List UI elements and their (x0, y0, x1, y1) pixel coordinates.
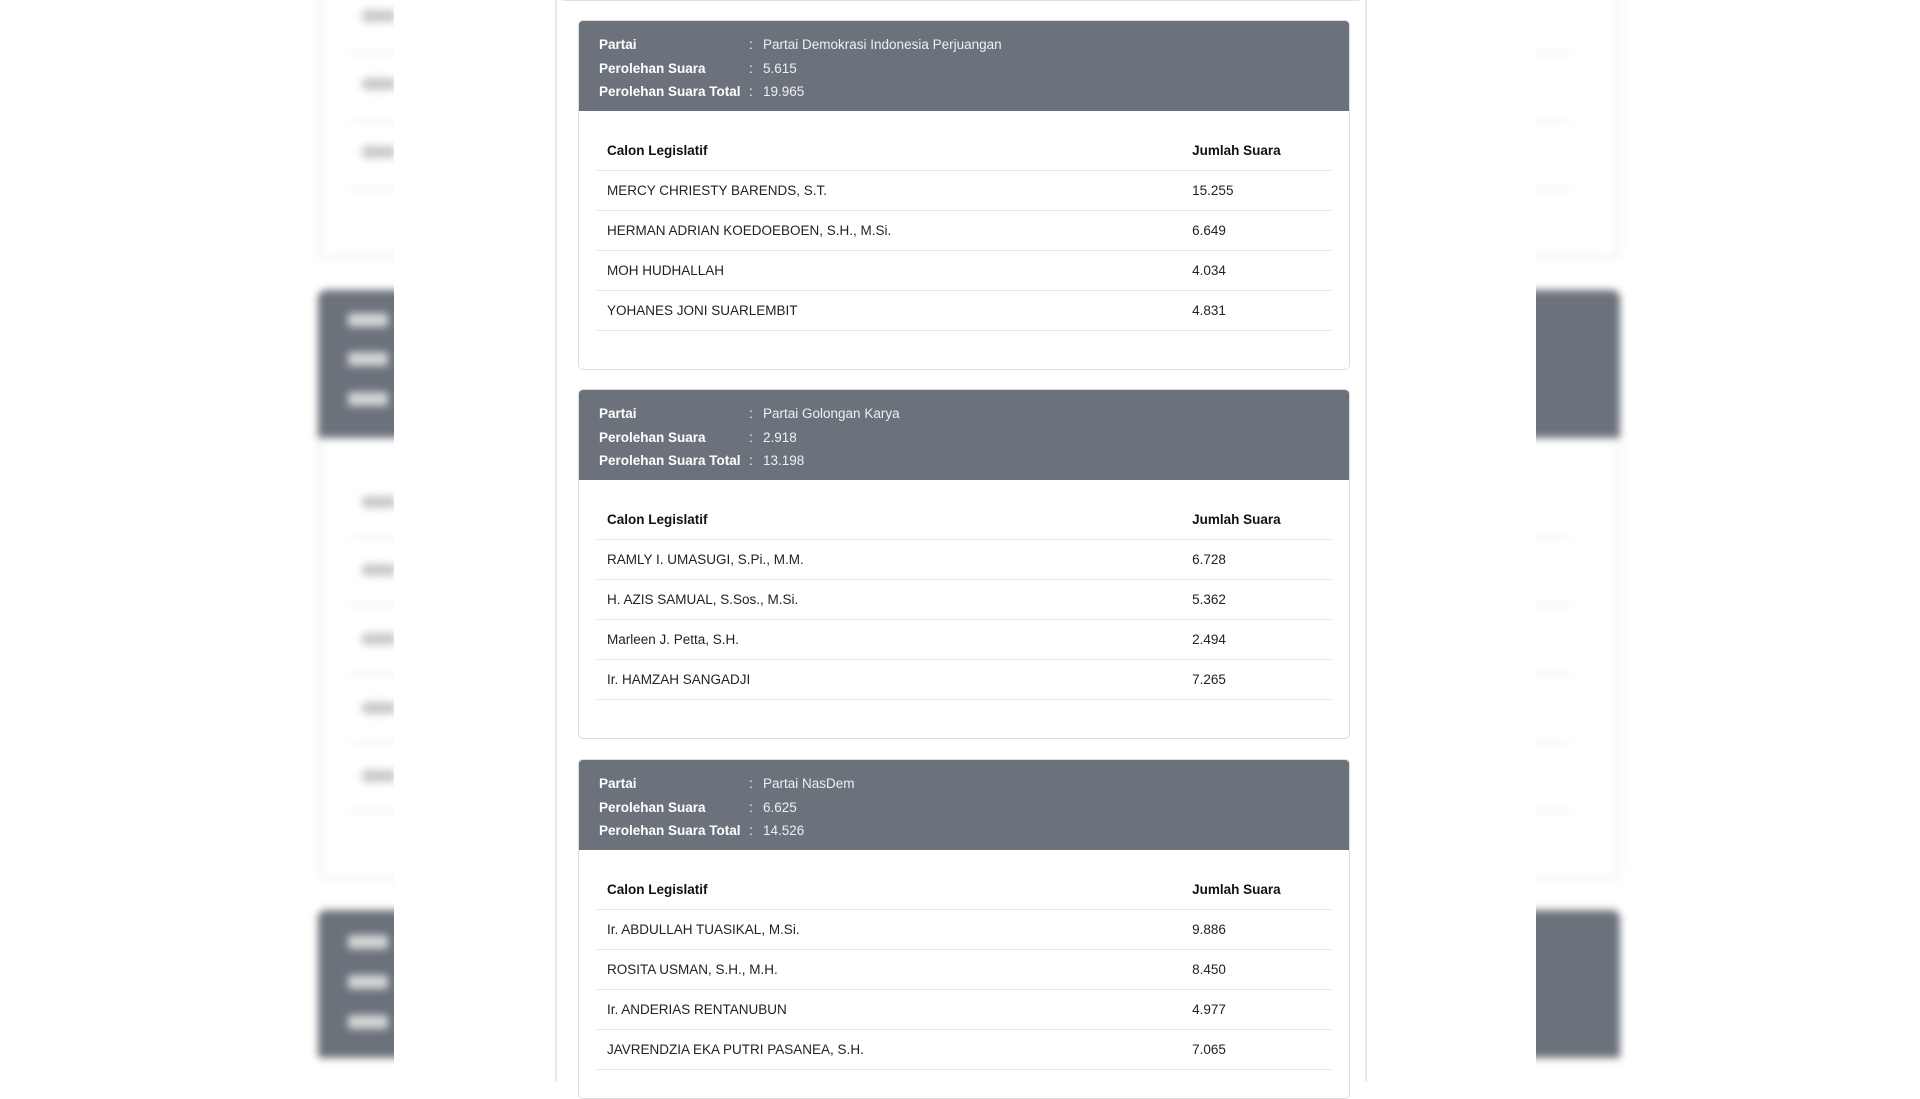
colon: : (749, 453, 753, 469)
party-votes: 2.918 (763, 429, 797, 445)
votes-row (599, 426, 1349, 450)
votes-total-row (599, 819, 1349, 843)
candidate-table (597, 500, 1331, 700)
table-row (597, 211, 1331, 251)
table-header-row (597, 500, 1331, 540)
party-header (579, 390, 1349, 480)
candidate-name: Ir. ABDULLAH TUASIKAL, M.Si. (607, 922, 800, 937)
party-votes-total: 13.198 (763, 453, 805, 469)
candidate-votes: 7.265 (1192, 672, 1226, 687)
candidate-votes: 15.255 (1192, 183, 1234, 198)
bg-text-blur (362, 633, 396, 645)
candidate-votes: 6.728 (1192, 552, 1226, 567)
table-row (597, 950, 1331, 990)
candidate-name: MERCY CHRIESTY BARENDS, S.T. (607, 183, 828, 198)
votes-total-label: Perolehan Suara Total (599, 84, 741, 100)
bg-text-blur (348, 1015, 388, 1029)
colon: : (749, 84, 753, 100)
table-header-row (597, 870, 1331, 910)
bg-text-blur (362, 770, 396, 782)
candidate-votes: 2.494 (1192, 632, 1226, 647)
column-header-candidate: Calon Legislatif (607, 512, 708, 527)
candidate-name: RAMLY I. UMASUGI, S.Pi., M.M. (607, 552, 804, 567)
party-row (599, 33, 1349, 57)
votes-total-label: Perolehan Suara Total (599, 453, 741, 469)
table-row (597, 660, 1331, 700)
party-label: Partai (599, 406, 637, 422)
bg-text-blur (362, 10, 396, 22)
candidate-name: MOH HUDHALLAH (607, 263, 725, 278)
table-row (597, 620, 1331, 660)
table-row (597, 171, 1331, 211)
votes-label: Perolehan Suara (599, 799, 706, 815)
candidate-votes: 4.831 (1192, 303, 1226, 318)
colon: : (749, 799, 753, 815)
bg-text-blur (348, 935, 388, 949)
colon: : (749, 429, 753, 445)
candidate-votes: 6.649 (1192, 223, 1226, 238)
colon: : (749, 406, 753, 422)
party-row (599, 402, 1349, 426)
candidate-votes: 4.034 (1192, 263, 1226, 278)
candidate-name: Marleen J. Petta, S.H. (607, 632, 740, 647)
votes-total-row (599, 449, 1349, 473)
bg-text-blur (362, 564, 396, 576)
column-header-votes: Jumlah Suara (1192, 882, 1281, 897)
candidate-votes: 4.977 (1192, 1002, 1226, 1017)
votes-total-row (599, 80, 1349, 104)
colon: : (749, 823, 753, 839)
candidate-votes: 9.886 (1192, 922, 1226, 937)
table-row (597, 910, 1331, 950)
table-row (597, 990, 1331, 1030)
table-row (597, 580, 1331, 620)
party-label: Partai (599, 776, 637, 792)
candidate-name: HERMAN ADRIAN KOEDOEBOEN, S.H., M.Si. (607, 223, 892, 238)
party-card-nasdem (578, 759, 1350, 1099)
previous-card-bottom (557, 0, 1365, 1)
votes-label: Perolehan Suara (599, 60, 706, 76)
party-card-pdip (578, 20, 1350, 370)
party-votes: 6.625 (763, 799, 797, 815)
bg-text-blur (348, 392, 388, 406)
table-row (597, 540, 1331, 580)
candidate-votes: 8.450 (1192, 962, 1226, 977)
bg-text-blur (348, 352, 388, 366)
colon: : (749, 37, 753, 53)
colon: : (749, 60, 753, 76)
votes-label: Perolehan Suara (599, 429, 706, 445)
table-row (597, 291, 1331, 331)
candidate-table (597, 870, 1331, 1070)
candidate-votes: 5.362 (1192, 592, 1226, 607)
votes-total-label: Perolehan Suara Total (599, 823, 741, 839)
candidate-votes: 7.065 (1192, 1042, 1226, 1057)
candidate-name: JAVRENDZIA EKA PUTRI PASANEA, S.H. (607, 1042, 864, 1057)
party-votes: 5.615 (763, 60, 797, 76)
column-header-votes: Jumlah Suara (1192, 512, 1281, 527)
table-row (597, 251, 1331, 291)
column-header-votes: Jumlah Suara (1192, 143, 1281, 158)
column-header-candidate: Calon Legislatif (607, 143, 708, 158)
party-row (599, 772, 1349, 796)
votes-row (599, 57, 1349, 81)
bg-text-blur (348, 313, 388, 327)
party-name: Partai NasDem (763, 776, 855, 792)
candidate-name: ROSITA USMAN, S.H., M.H. (607, 962, 778, 977)
candidate-name: Ir. HAMZAH SANGADJI (607, 672, 751, 687)
colon: : (749, 776, 753, 792)
bg-text-blur (348, 975, 388, 989)
party-card-golkar (578, 389, 1350, 739)
party-header (579, 21, 1349, 111)
candidate-name: H. AZIS SAMUAL, S.Sos., M.Si. (607, 592, 799, 607)
party-header (579, 760, 1349, 850)
candidate-name: YOHANES JONI SUARLEMBIT (607, 303, 798, 318)
party-label: Partai (599, 37, 637, 53)
party-votes-total: 19.965 (763, 84, 805, 100)
bg-text-blur (362, 702, 396, 714)
table-row (597, 1030, 1331, 1070)
candidate-name: Ir. ANDERIAS RENTANUBUN (607, 1002, 787, 1017)
bg-text-blur (362, 496, 396, 508)
candidate-table (597, 131, 1331, 331)
party-votes-total: 14.526 (763, 823, 805, 839)
party-name: Partai Demokrasi Indonesia Perjuangan (763, 37, 1002, 53)
votes-row (599, 796, 1349, 820)
bg-text-blur (362, 146, 396, 158)
column-header-candidate: Calon Legislatif (607, 882, 708, 897)
bg-text-blur (362, 78, 396, 90)
party-name: Partai Golongan Karya (763, 406, 900, 422)
table-header-row (597, 131, 1331, 171)
